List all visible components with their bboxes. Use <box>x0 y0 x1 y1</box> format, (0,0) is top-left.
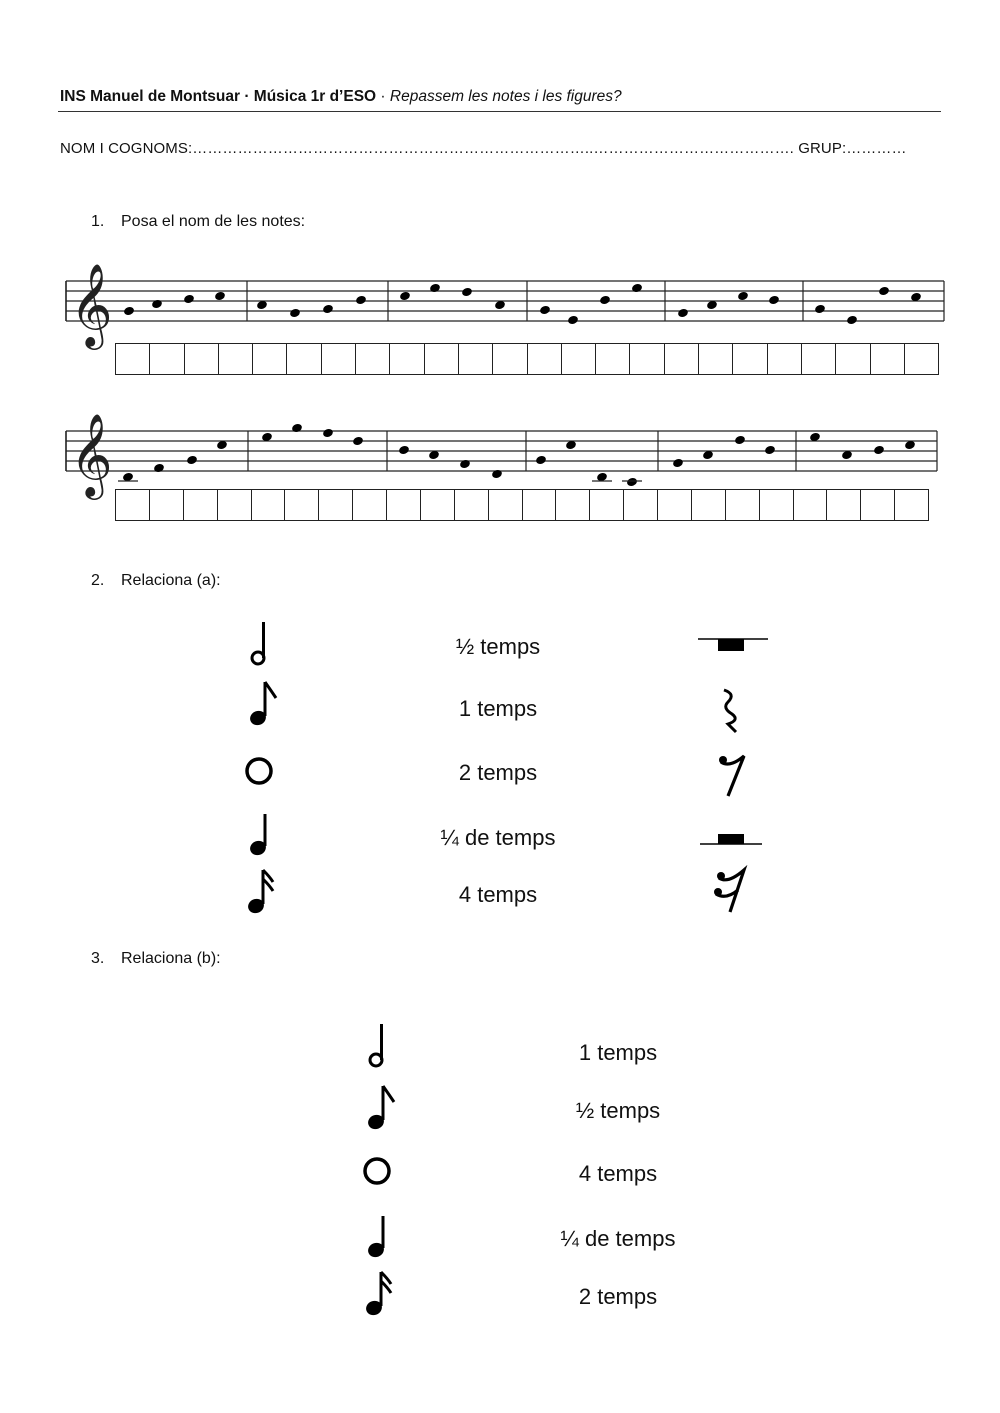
note-head <box>734 435 746 446</box>
answer-box[interactable] <box>150 344 184 374</box>
note-head <box>322 428 334 439</box>
note-head <box>599 295 611 306</box>
answer-box[interactable] <box>150 490 184 520</box>
answer-box[interactable] <box>692 490 726 520</box>
answer-box[interactable] <box>827 490 861 520</box>
answer-box[interactable] <box>760 490 794 520</box>
answer-box[interactable] <box>493 344 527 374</box>
answer-box[interactable] <box>802 344 836 374</box>
staff-1 <box>66 262 944 350</box>
answer-box[interactable] <box>387 490 421 520</box>
answer-box[interactable] <box>523 490 557 520</box>
quarter-note-icon <box>222 808 302 864</box>
answer-box[interactable] <box>699 344 733 374</box>
q2-number: 2. <box>91 572 105 589</box>
answer-box[interactable] <box>768 344 802 374</box>
note-head <box>873 445 885 456</box>
note-head <box>672 458 684 469</box>
note-head <box>535 455 547 466</box>
note-head <box>846 315 858 326</box>
answer-box[interactable] <box>185 344 219 374</box>
answer-box[interactable] <box>116 490 150 520</box>
half-note-icon <box>222 618 302 674</box>
answer-box[interactable] <box>356 344 390 374</box>
q3-number: 3. <box>91 950 105 967</box>
note-head <box>398 445 410 456</box>
note-head <box>429 283 441 294</box>
q2-label: 2 temps <box>458 760 538 785</box>
q3-label: 4 temps <box>578 1161 658 1186</box>
school-name: INS Manuel de Montsuar <box>60 88 240 105</box>
whole-note-icon <box>340 1147 420 1203</box>
eighth-note-icon <box>222 678 302 738</box>
answer-box[interactable] <box>319 490 353 520</box>
q3-label: ¼ de temps <box>560 1226 676 1251</box>
note-head <box>352 436 364 447</box>
sixteenth-note-icon <box>340 1268 420 1328</box>
note-head <box>322 304 334 315</box>
answer-box[interactable] <box>425 344 459 374</box>
course-name: Música 1r d’ESO <box>253 88 377 105</box>
note-head <box>491 469 503 480</box>
whole-rest-icon <box>688 620 788 670</box>
treble-clef-icon: 𝄞 <box>70 412 113 496</box>
note-head <box>289 308 301 319</box>
answer-box[interactable] <box>528 344 562 374</box>
answer-box[interactable] <box>895 490 928 520</box>
q3-label: 1 temps <box>578 1040 658 1065</box>
answer-box[interactable] <box>253 344 287 374</box>
answer-box[interactable] <box>562 344 596 374</box>
answer-box[interactable] <box>861 490 895 520</box>
note-head <box>737 291 749 302</box>
note-head <box>214 291 226 302</box>
answer-box[interactable] <box>421 490 455 520</box>
note-head <box>814 304 826 315</box>
note-head <box>186 455 198 466</box>
note-head <box>153 463 165 474</box>
answer-box[interactable] <box>556 490 590 520</box>
answer-box[interactable] <box>218 490 252 520</box>
treble-clef-icon: 𝄞 <box>70 262 113 346</box>
answer-box[interactable] <box>390 344 424 374</box>
header-separator: · <box>244 88 254 105</box>
answer-box[interactable] <box>353 490 387 520</box>
q3-label: ½ temps <box>575 1098 661 1123</box>
answer-box[interactable] <box>794 490 828 520</box>
whole-note-icon <box>222 746 302 802</box>
answer-box[interactable] <box>116 344 150 374</box>
note-head <box>355 295 367 306</box>
eighth-note-icon <box>340 1082 420 1142</box>
quarter-note-icon <box>340 1210 420 1266</box>
q2-label: ¼ de temps <box>440 825 556 850</box>
note-head <box>459 459 471 470</box>
answer-box[interactable] <box>733 344 767 374</box>
note-head <box>626 477 638 488</box>
half-note-icon <box>340 1020 420 1076</box>
q1-text: Posa el nom de les notes: <box>121 213 306 230</box>
note-head <box>567 315 579 326</box>
answer-box[interactable] <box>287 344 321 374</box>
answer-box[interactable] <box>184 490 218 520</box>
answer-box[interactable] <box>596 344 630 374</box>
answer-box[interactable] <box>455 490 489 520</box>
answer-box[interactable] <box>624 490 658 520</box>
answer-box[interactable] <box>630 344 664 374</box>
answer-box[interactable] <box>219 344 253 374</box>
answer-box[interactable] <box>459 344 493 374</box>
staff-2 <box>66 412 937 500</box>
answer-box[interactable] <box>658 490 692 520</box>
sixteenth-note-icon <box>222 866 302 926</box>
q2-label: 4 temps <box>458 882 538 907</box>
q3-text: Relaciona (b): <box>121 950 221 967</box>
note-head <box>291 423 303 434</box>
answer-box[interactable] <box>836 344 870 374</box>
q2-text: Relaciona (a): <box>121 572 221 589</box>
answer-boxes-row-2[interactable] <box>115 489 929 521</box>
q1-number: 1. <box>91 213 105 230</box>
answer-box[interactable] <box>871 344 905 374</box>
note-head <box>399 291 411 302</box>
answer-box[interactable] <box>322 344 356 374</box>
answer-box[interactable] <box>905 344 938 374</box>
answer-boxes-row-1[interactable] <box>115 343 939 375</box>
note-head <box>151 299 163 310</box>
sixteenth-rest-icon <box>688 862 788 922</box>
eighth-rest-icon <box>688 744 788 804</box>
note-head <box>764 445 776 456</box>
note-head <box>878 286 890 297</box>
answer-box[interactable] <box>665 344 699 374</box>
q2-label: 1 temps <box>458 696 538 721</box>
music-staves <box>0 0 1000 540</box>
q3-label: 2 temps <box>578 1284 658 1309</box>
answer-box[interactable] <box>489 490 523 520</box>
header-separator: · <box>376 88 390 105</box>
student-name-line[interactable]: NOM I COGNOMS:……………………………………………………………………..…………………………………. GRUP:………… <box>60 140 907 157</box>
note-head <box>461 287 473 298</box>
note-head <box>677 308 689 319</box>
answer-box[interactable] <box>285 490 319 520</box>
note-head <box>539 305 551 316</box>
note-head <box>631 283 643 294</box>
activity-title: Repassem les notes i les figures? <box>389 88 622 105</box>
quarter-rest-icon <box>688 680 788 740</box>
answer-box[interactable] <box>590 490 624 520</box>
answer-box[interactable] <box>726 490 760 520</box>
answer-box[interactable] <box>252 490 286 520</box>
note-head <box>768 295 780 306</box>
q2-label: ½ temps <box>455 634 541 659</box>
note-head <box>123 306 135 317</box>
note-head <box>183 294 195 305</box>
half-rest-icon <box>688 820 788 860</box>
